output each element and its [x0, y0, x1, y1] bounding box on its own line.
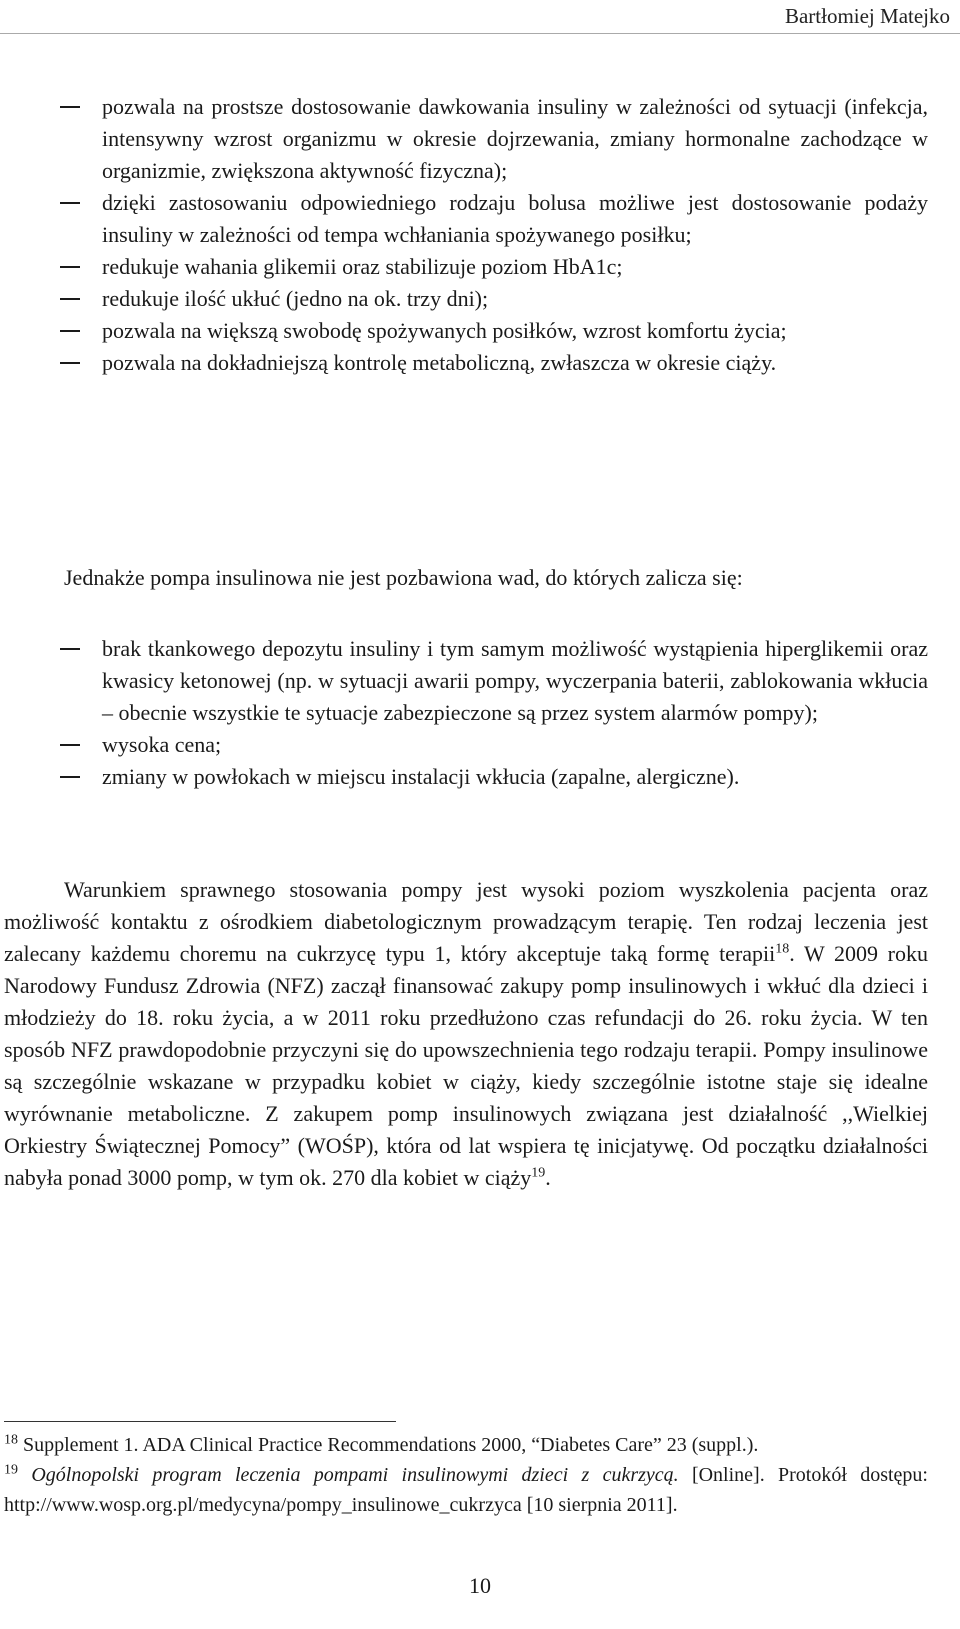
dash-bullet-icon	[60, 776, 80, 778]
dash-bullet-icon	[60, 298, 80, 300]
list-item	[60, 633, 928, 729]
footnote-ref-19[interactable]: 19	[531, 1165, 546, 1181]
footnote-source-title: Ogólnopolski program leczenia pompami insulinowymi dzieci z cukrzycą.	[31, 1464, 679, 1486]
dash-bullet-icon	[60, 202, 80, 204]
list-item	[60, 347, 928, 379]
dash-bullet-icon	[60, 362, 80, 364]
footnote-text: Supplement 1. ADA Clinical Practice Recommendations 2000, “Diabetes Care” 23 (suppl.).	[23, 1434, 759, 1456]
list-item	[60, 761, 928, 793]
footnote-18	[4, 1430, 928, 1460]
list-item	[60, 283, 928, 315]
paragraph-text: Warunkiem sprawnego stosowania pompy jest wysoki poziom wyszkolenia pacjenta oraz możliwość kontaktu z ośrodkiem diabetologicznym prowadzącym terapię. Ten rodzaj leczenia jest zalecany każdemu choremu na cukrzycę typu 1, który akceptuje taką formę terapii	[4, 877, 928, 966]
disadvantages-list	[60, 633, 928, 793]
list-item-text: pozwala na większą swobodę spożywanych posiłków, wzrost komfortu życia;	[102, 318, 787, 343]
list-item-text: pozwala na prostsze dostosowanie dawkowania insuliny w zależności od sytuacji (infekcja, intensywny wzrost organizmu w okresie dojrzewania, zmiany hormonalne zachodzące w organizmie, zwiększona aktywność fizyczna);	[102, 94, 928, 183]
dash-bullet-icon	[60, 648, 80, 650]
list-item	[60, 251, 928, 283]
list-item	[60, 187, 928, 251]
list-item	[60, 729, 928, 761]
paragraph-text: .	[545, 1165, 551, 1190]
advantages-list	[60, 91, 928, 379]
dash-bullet-icon	[60, 744, 80, 746]
header-author: Bartłomiej Matejko	[784, 4, 950, 28]
disadvantages-intro: Jednakże pompa insulinowa nie jest pozbawiona wad, do których zalicza się:	[64, 565, 743, 590]
dash-bullet-icon	[60, 106, 80, 108]
footnote-number: 18	[4, 1432, 18, 1448]
list-item-text: dzięki zastosowaniu odpowiedniego rodzaju bolusa możliwe jest dostosowanie podaży insuliny w zależności od tempa wchłaniania spożywanego posiłku;	[102, 190, 928, 247]
list-item-text: zmiany w powłokach w miejscu instalacji wkłucia (zapalne, alergiczne).	[102, 764, 740, 789]
footnote-number: 19	[4, 1462, 18, 1478]
dash-bullet-icon	[60, 266, 80, 268]
list-item-text: wysoka cena;	[102, 732, 222, 757]
body-paragraph	[4, 874, 928, 1194]
paragraph-text: . W 2009 roku Narodowy Fundusz Zdrowia (NFZ) zaczął finansować zakupy pomp insulinowych i wkłuć dla dzieci i młodzieży do 18. roku życia, a w 2011 roku przedłużono czas refundacji do 26. roku życia. W ten sposób NFZ prawdopodobnie przyczyni się do upowszechnienia tego rodzaju terapii. Pompy insulinowe są szczególnie wskazane w przypadku kobiet w ciąży, kiedy szczególnie istotne staje się idealne wyrównanie metaboliczne. Z zakupem pomp insulinowych związana jest działalność ,,Wielkiej Orkiestry Świątecznej Pomocy” (WOŚP), która od lat wspiera tę inicjatywę. Od początku działalności nabyła ponad 3000 pomp, w tym ok. 270 dla kobiet w ciąży	[4, 941, 929, 1190]
list-item-text: pozwala na dokładniejszą kontrolę metaboliczną, zwłaszcza w okresie ciąży.	[102, 350, 777, 375]
running-header	[0, 0, 960, 34]
footnote-19	[4, 1460, 928, 1520]
list-item	[60, 315, 928, 347]
footnote-text: [Online]. Protokół dostępu: http://www.wosp.org.pl/medycyna/pompy_insulinowe_cukrzyca [10 sierpnia 2011].	[4, 1464, 928, 1516]
footnotes	[4, 1430, 928, 1520]
list-item-text: redukuje ilość ukłuć (jedno na ok. trzy dni);	[102, 286, 489, 311]
footnote-divider	[4, 1421, 396, 1422]
page-number: 10	[469, 1573, 491, 1598]
dash-bullet-icon	[60, 330, 80, 332]
list-item-text: redukuje wahania glikemii oraz stabilizuje poziom HbA1c;	[102, 254, 623, 279]
header-divider	[0, 33, 960, 34]
footnote-ref-18[interactable]: 18	[775, 941, 790, 957]
list-item	[60, 91, 928, 187]
list-item-text: brak tkankowego depozytu insuliny i tym samym możliwość wystąpienia hiperglikemii oraz kwasicy ketonowej (np. w sytuacji awarii pompy, wyczerpania baterii, zablokowania wkłucia – obecnie wszystkie te sytuacje zabezpieczone są przez system alarmów pompy);	[102, 636, 928, 725]
